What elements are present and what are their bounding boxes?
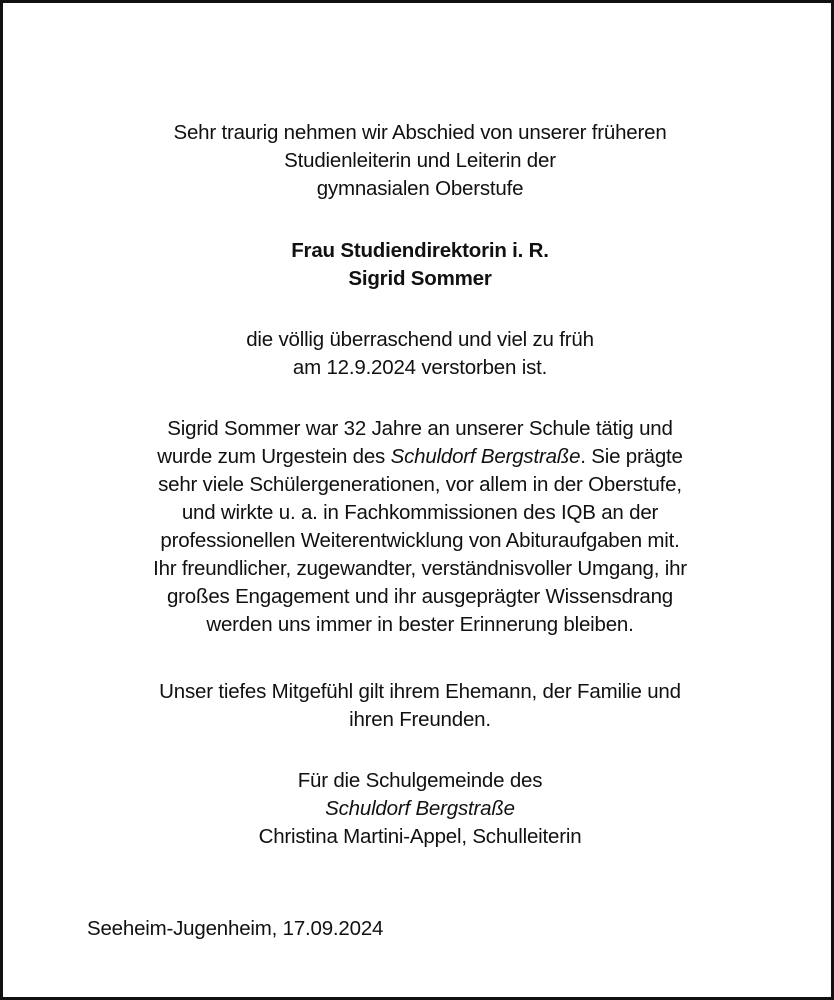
signature-school: Schuldorf Bergstraße xyxy=(325,797,515,820)
condolence-line: ihren Freunden. xyxy=(349,708,491,731)
tribute-line: sehr viele Schülergenerationen, vor allem in der Oberstufe, xyxy=(158,473,682,496)
intro-line: Sehr traurig nehmen wir Abschied von unserer früheren xyxy=(173,121,667,144)
tribute-line: werden uns immer in bester Erinnerung bleiben. xyxy=(206,613,634,636)
tribute-line xyxy=(3,443,834,471)
place-and-date: Seeheim-Jugenheim, 17.09.2024 xyxy=(87,917,384,940)
signature-block xyxy=(3,767,834,851)
intro-line: Studienleiterin und Leiterin der xyxy=(284,149,556,172)
death-notice xyxy=(3,326,834,382)
death-notice-line: die völlig überraschend und viel zu früh xyxy=(246,328,594,351)
tribute-paragraph xyxy=(3,415,834,639)
tribute-line: und wirkte u. a. in Fachkommissionen des IQB an der xyxy=(181,501,659,524)
signature-signer: Christina Martini-Appel, Schulleiterin xyxy=(258,825,582,848)
tribute-line: Ihr freundlicher, zugewandter, verständnisvoller Umgang, ihr xyxy=(153,557,687,580)
condolence-line: Unser tiefes Mitgefühl gilt ihrem Ehemann, der Familie und xyxy=(159,680,681,703)
death-notice-line: am 12.9.2024 verstorben ist. xyxy=(292,356,548,379)
tribute-line: Sigrid Sommer war 32 Jahre an unserer Schule tätig und xyxy=(167,417,673,440)
school-name-italic: Schuldorf Bergstraße xyxy=(390,445,581,468)
deceased-title: Frau Studiendirektorin i. R. xyxy=(291,239,549,262)
tribute-text: . Sie prägte xyxy=(580,445,683,468)
signature-line: Für die Schulgemeinde des xyxy=(297,769,543,792)
deceased-name-block xyxy=(3,237,834,293)
tribute-text: wurde zum Urgestein des xyxy=(157,445,391,468)
intro-text xyxy=(3,119,834,203)
tribute-line: professionellen Weiterentwicklung von Abituraufgaben mit. xyxy=(160,529,680,552)
condolence-text xyxy=(3,678,834,734)
tribute-line: großes Engagement und ihr ausgeprägter Wissensdrang xyxy=(166,585,673,608)
deceased-name: Sigrid Sommer xyxy=(348,267,492,290)
intro-line: gymnasialen Oberstufe xyxy=(316,177,524,200)
